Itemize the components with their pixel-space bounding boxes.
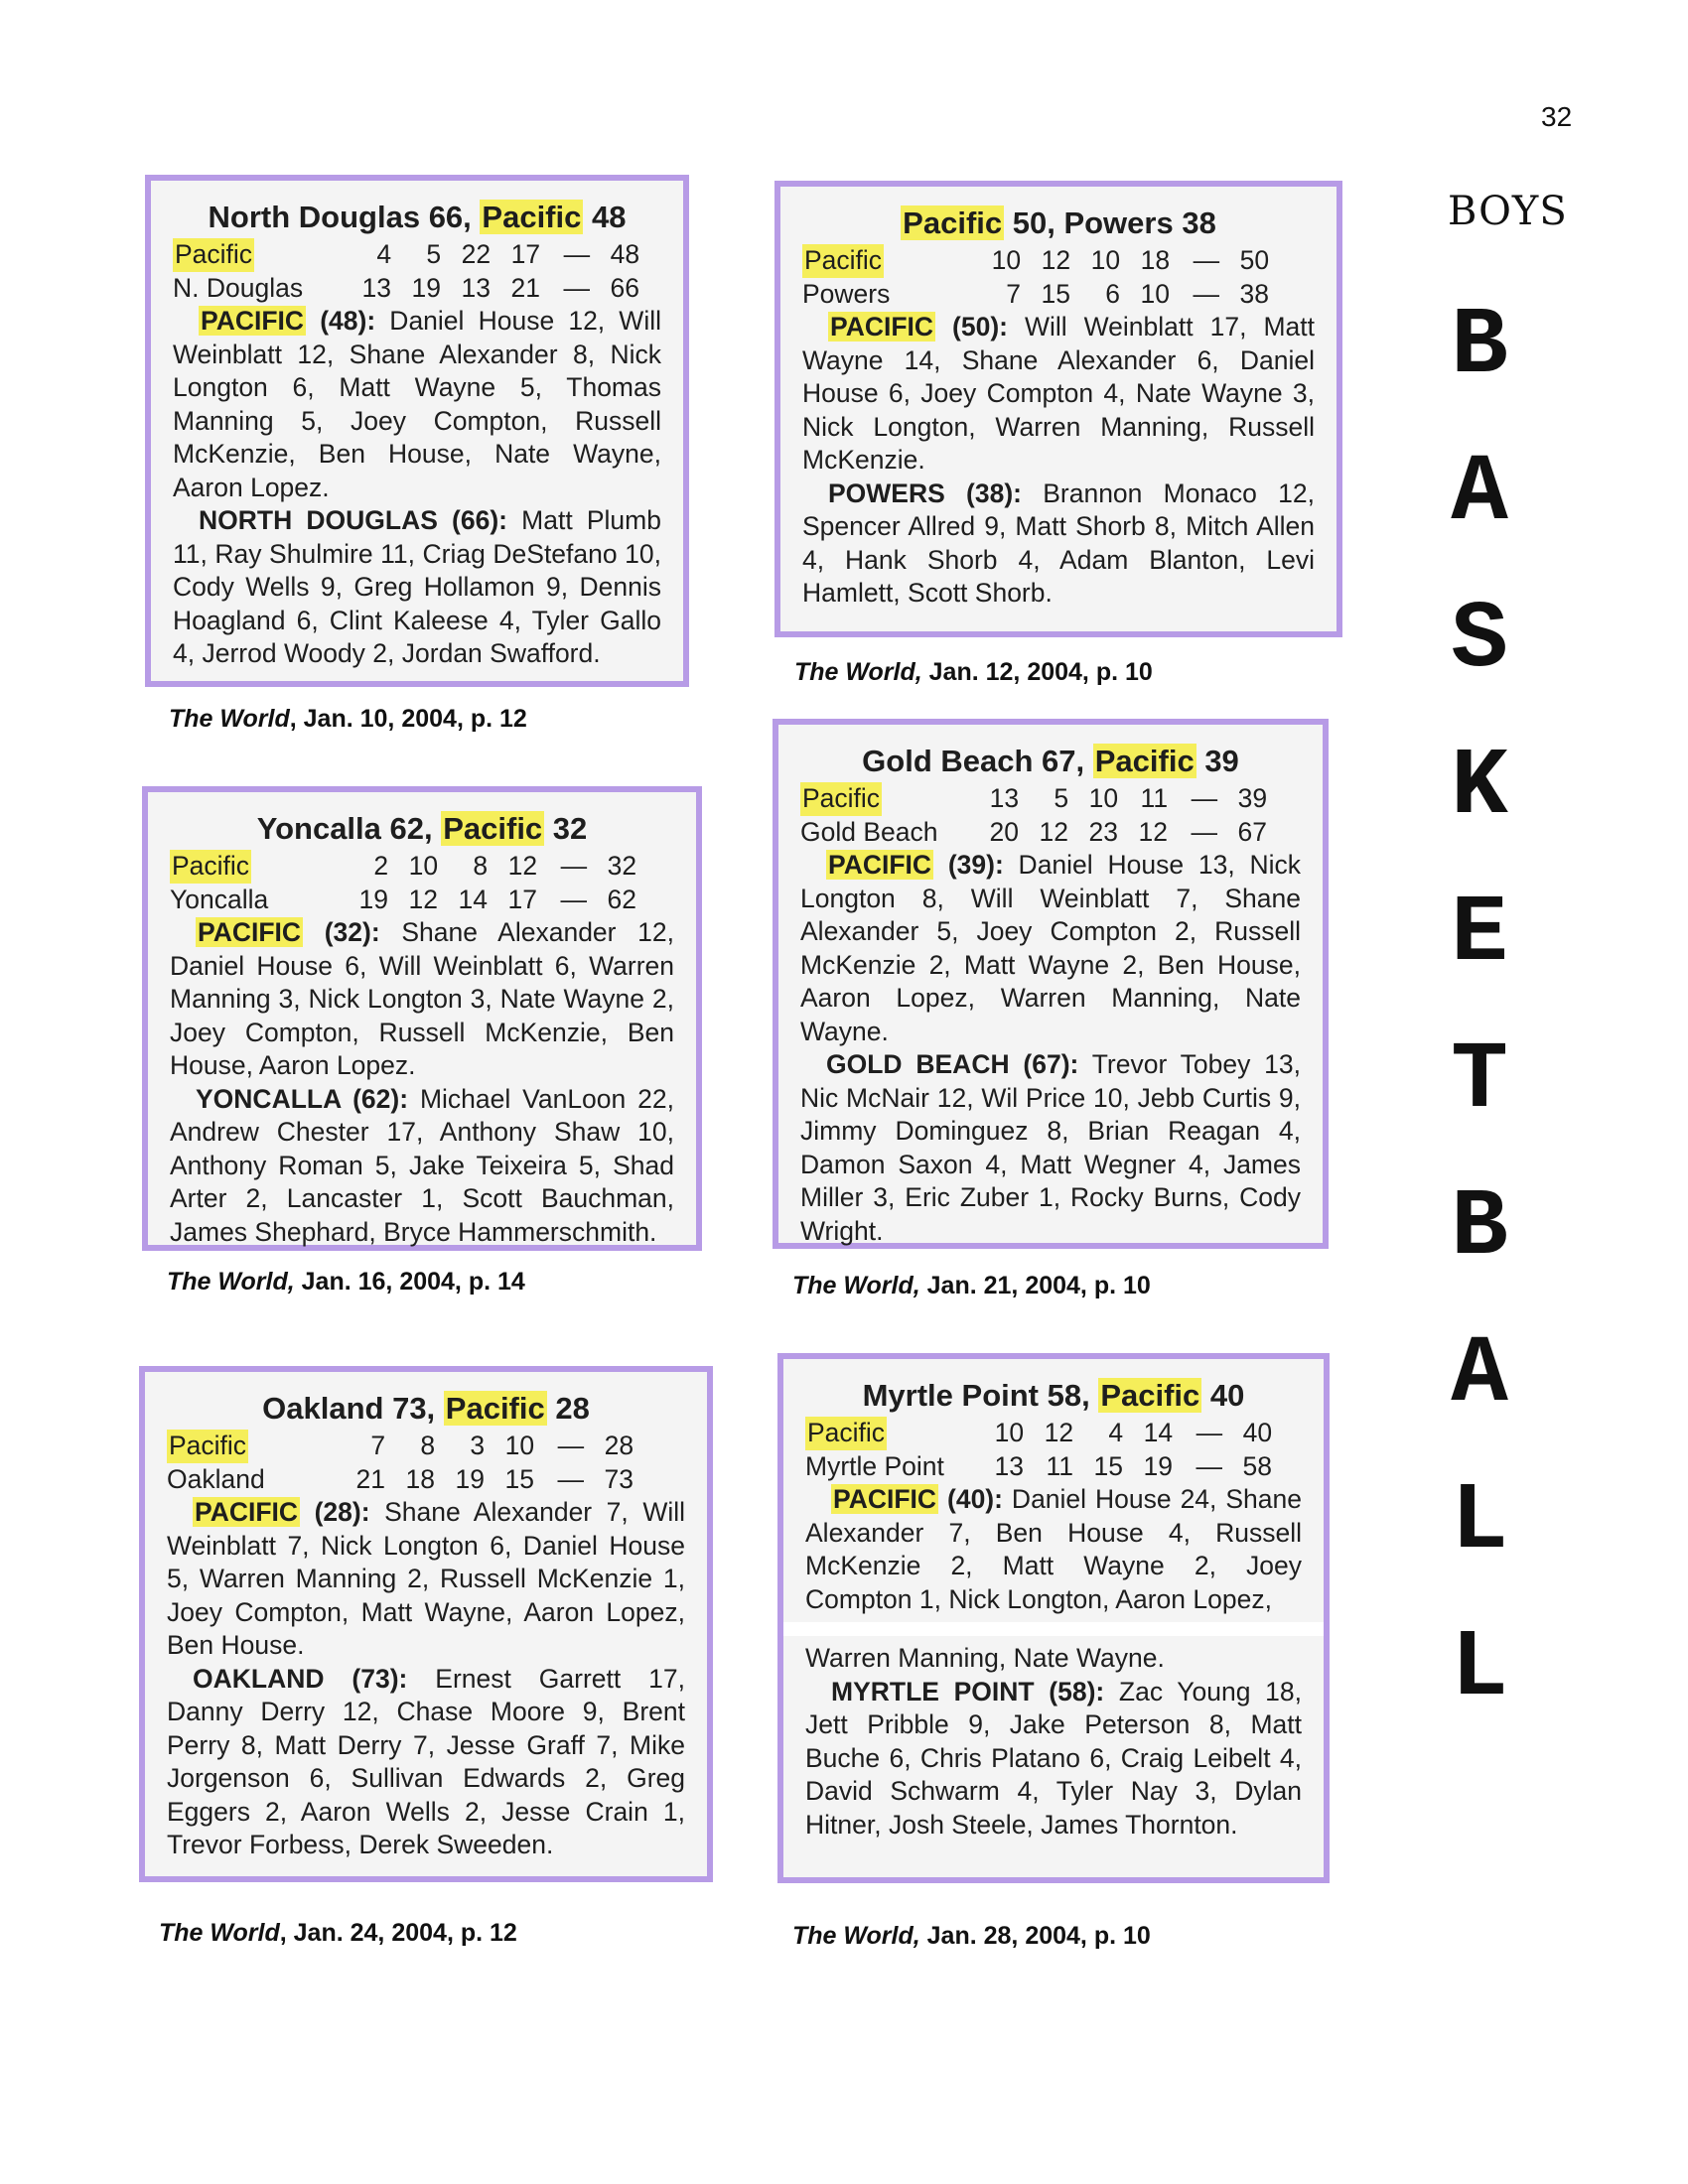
vertical-title bbox=[1430, 273, 1529, 1742]
game-headline: Myrtle Point 58, Pacific 40 bbox=[862, 1378, 1245, 1413]
source-caption: The World, Jan. 16, 2004, p. 14 bbox=[167, 1268, 525, 1296]
score-row: Gold Beach 20 12 23 12 — 67 bbox=[800, 816, 1267, 847]
score-row: Pacific 2 10 8 12 — 32 bbox=[170, 850, 674, 884]
score-row: Pacific 4 5 22 17 — 48 bbox=[173, 238, 661, 272]
score-row: Pacific 10 12 10 18 — 50 bbox=[802, 244, 1315, 278]
opponent-scoring: OAKLAND (73): Ernest Garrett 17, Danny Derry 12, Chase Moore 9, Brent Perry 8, Matt Derry 7, Jesse Graff 7, Mike Jorgenson 6, Sullivan Edwards 2, Greg Eggers 2, Aaron Wells 2, Jesse Crain 1, Trevor Forbess, Derek Sweeden. bbox=[167, 1663, 685, 1859]
pacific-scoring: PACIFIC (39): Daniel House 13, Nick Longton 8, Will Weinblatt 7, Shane Alexander 5, Joey Compton 2, Russell McKenzie 2, Matt Wayne 2, Ben House, Aaron Lopez, Warren Manning, Nate Wayne. bbox=[800, 850, 1301, 1046]
vertical-letter: B bbox=[1451, 292, 1508, 400]
game-headline: Gold Beach 67, Pacific 39 bbox=[862, 744, 1239, 778]
clipping-seam bbox=[783, 1622, 1324, 1636]
source-caption: The World, Jan. 10, 2004, p. 12 bbox=[169, 705, 527, 733]
score-row: Myrtle Point 13 11 15 19 — 58 bbox=[805, 1450, 1272, 1481]
source-caption: The World, Jan. 12, 2004, p. 10 bbox=[794, 658, 1153, 686]
source-caption: The World, Jan. 28, 2004, p. 10 bbox=[792, 1922, 1151, 1950]
vertical-letter: E bbox=[1451, 880, 1508, 988]
score-row: N. Douglas 13 19 13 21 — 66 bbox=[173, 272, 639, 303]
score-row: Oakland 21 18 19 15 — 73 bbox=[167, 1463, 633, 1494]
opponent-scoring: NORTH DOUGLAS (66): Matt Plumb 11, Ray Shulmire 11, Criag DeStefano 10, Cody Wells 9, Greg Hollamon 9, Dennis Hoagland 6, Clint Kaleese 4, Tyler Gallo 4, Jerrod Woody 2, Jordan Swafford. bbox=[173, 505, 661, 668]
game-headline: Pacific 50, Powers 38 bbox=[903, 205, 1216, 240]
pacific-scoring: PACIFIC (40): Daniel House 24, Shane Alexander 7, Ben House 4, Russell McKenzie 2, Matt Wayne 2, Joey Compton 1, Nick Longton, Aaron Lopez, bbox=[805, 1484, 1302, 1614]
score-row: Pacific 10 12 4 14 — 40 bbox=[805, 1417, 1302, 1450]
page-number: 32 bbox=[1541, 101, 1573, 132]
vertical-letter: A bbox=[1451, 1320, 1508, 1429]
vertical-letter: B bbox=[1451, 1173, 1508, 1282]
box-score-clipping bbox=[773, 719, 1329, 1249]
score-row: Pacific 7 8 3 10 — 28 bbox=[167, 1430, 685, 1463]
source-caption: The World, Jan. 21, 2004, p. 10 bbox=[792, 1272, 1151, 1299]
vertical-letter: A bbox=[1451, 439, 1508, 547]
pacific-scoring: PACIFIC (50): Will Weinblatt 17, Matt Wayne 14, Shane Alexander 6, Daniel House 6, Joey Compton 4, Nate Wayne 3, Nick Longton, Warren Manning, Russell McKenzie. bbox=[802, 312, 1315, 475]
opponent-scoring: MYRTLE POINT (58): Zac Young 18, Jett Pribble 9, Jake Peterson 8, Matt Buche 6, Chris Platano 6, Craig Leibelt 4, David Schwarm 4, Tyler Nay 3, Dylan Hitner, Josh Steele, James Thornton. bbox=[805, 1676, 1302, 1840]
score-row: Yoncalla 19 12 14 17 — 62 bbox=[170, 884, 636, 914]
score-row: Pacific 13 5 10 11 — 39 bbox=[800, 782, 1301, 816]
source-caption: The World, Jan. 24, 2004, p. 12 bbox=[159, 1919, 517, 1947]
vertical-letter: K bbox=[1451, 733, 1508, 841]
pacific-scoring: PACIFIC (48): Daniel House 12, Will Weinblatt 12, Shane Alexander 8, Nick Longton 6, Matt Wayne 5, Thomas Manning 5, Joey Compton, Russell McKenzie, Ben House, Nate Wayne, Aaron Lopez. bbox=[173, 306, 661, 502]
pacific-scoring: PACIFIC (28): Shane Alexander 7, Will Weinblatt 7, Nick Longton 6, Daniel House 5, Warren Manning 2, Russell McKenzie 1, Joey Compton, Matt Wayne, Aaron Lopez, Ben House. bbox=[167, 1497, 685, 1660]
vertical-letter: T bbox=[1451, 1026, 1508, 1135]
box-score-clipping bbox=[142, 786, 702, 1251]
pacific-scoring: PACIFIC (32): Shane Alexander 12, Daniel House 6, Will Weinblatt 6, Warren Manning 3, Nick Longton 3, Nate Wayne 2, Joey Compton, Russell McKenzie, Ben House, Aaron Lopez. bbox=[170, 917, 674, 1080]
box-score-clipping bbox=[139, 1366, 713, 1882]
vertical-letter: L bbox=[1451, 1467, 1508, 1575]
score-row: Powers 7 15 6 10 — 38 bbox=[802, 278, 1269, 309]
opponent-scoring: YONCALLA (62): Michael VanLoon 22, Andrew Chester 17, Anthony Shaw 10, Anthony Roman 5, Jake Teixeira 5, Shad Arter 2, Lancaster 1, Scott Bauchman, James Shephard, Bryce Hammerschmith. bbox=[170, 1083, 674, 1247]
opponent-scoring: GOLD BEACH (67): Trevor Tobey 13, Nic McNair 12, Wil Price 10, Jebb Curtis 9, Jimmy Dominguez 8, Brian Reagan 4, Damon Saxon 4, Matt Wegner 4, James Miller 3, Eric Zuber 1, Rocky Burns, Cody Wright. bbox=[800, 1049, 1302, 1246]
box-score-clipping bbox=[774, 181, 1342, 637]
box-score-clipping bbox=[777, 1353, 1330, 1883]
game-headline: North Douglas 66, Pacific 48 bbox=[208, 200, 627, 234]
game-headline: Oakland 73, Pacific 28 bbox=[262, 1391, 590, 1426]
side-title: BOYS bbox=[1448, 189, 1568, 234]
game-headline: Yoncalla 62, Pacific 32 bbox=[256, 811, 588, 846]
opponent-scoring: POWERS (38): Brannon Monaco 12, Spencer Allred 9, Matt Shorb 8, Mitch Allen 4, Hank Shorb 4, Adam Blanton, Levi Hamlett, Scott Shorb. bbox=[802, 478, 1315, 608]
vertical-letter: L bbox=[1451, 1614, 1508, 1722]
box-score-clipping bbox=[145, 175, 689, 687]
vertical-letter: S bbox=[1451, 586, 1508, 694]
pacific-scoring-continued: Warren Manning, Nate Wayne. bbox=[805, 1643, 1165, 1673]
